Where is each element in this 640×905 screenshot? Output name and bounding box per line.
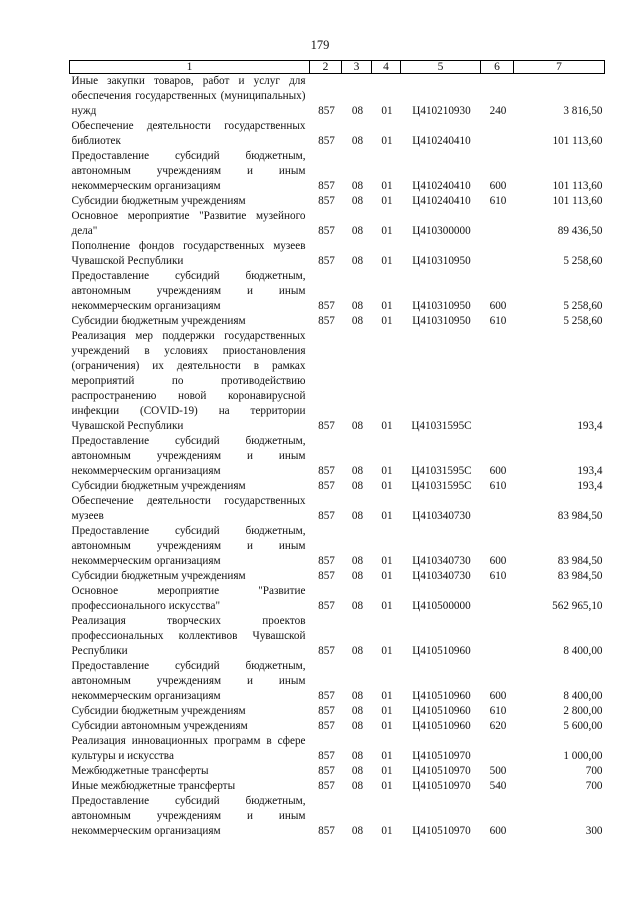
cell-section: 08 bbox=[351, 510, 364, 522]
header-col-4: 4 bbox=[372, 61, 401, 74]
cell-subsection: 01 bbox=[381, 510, 393, 522]
cell-code: 857 bbox=[318, 690, 335, 702]
cell-target-item: Ц410310950 bbox=[412, 300, 471, 312]
cell-section: 08 bbox=[351, 825, 364, 837]
cell-code: 857 bbox=[318, 255, 335, 267]
table-row bbox=[70, 434, 605, 479]
table-row bbox=[70, 494, 605, 524]
row-name: Субсидии бюджетным учреждениям bbox=[71, 315, 246, 327]
cell-subsection: 01 bbox=[381, 300, 393, 312]
cell-code: 857 bbox=[318, 420, 335, 432]
cell-code: 857 bbox=[318, 300, 335, 312]
table-row bbox=[70, 734, 605, 764]
row-name: Обеспечение деятельности государственных библиотек bbox=[71, 120, 306, 147]
cell-code: 857 bbox=[318, 555, 335, 567]
cell-expense-type bbox=[481, 734, 514, 764]
cell-code: 857 bbox=[318, 765, 335, 777]
cell-subsection: 01 bbox=[381, 720, 393, 732]
cell-amount: 2 800,00 bbox=[563, 705, 603, 717]
cell-target-item: Ц410240410 bbox=[412, 195, 471, 207]
cell-section: 08 bbox=[351, 645, 364, 657]
cell-subsection: 01 bbox=[381, 600, 393, 612]
table-row bbox=[70, 209, 605, 239]
cell-section: 08 bbox=[351, 555, 364, 567]
cell-subsection: 01 bbox=[381, 420, 393, 432]
cell-section: 08 bbox=[351, 480, 364, 492]
cell-target-item: Ц410310950 bbox=[412, 255, 471, 267]
cell-section: 08 bbox=[351, 315, 364, 327]
cell-amount: 562 965,10 bbox=[552, 600, 603, 612]
table-row bbox=[70, 779, 605, 794]
cell-amount: 193,4 bbox=[577, 480, 603, 492]
row-name: Субсидии бюджетным учреждениям bbox=[71, 570, 246, 582]
cell-target-item: Ц41031595С bbox=[411, 480, 472, 492]
cell-subsection: 01 bbox=[381, 135, 393, 147]
cell-code: 857 bbox=[318, 645, 335, 657]
row-name: Предоставление субсидий бюджетным, автономным учреждениям и иным некоммерческим организациям bbox=[71, 660, 306, 702]
cell-target-item: Ц410510960 bbox=[412, 645, 471, 657]
cell-subsection: 01 bbox=[381, 180, 393, 192]
row-name: Основное мероприятие "Развитие музейного дела" bbox=[71, 210, 306, 237]
row-name: Предоставление субсидий бюджетным, автономным учреждениям и иным некоммерческим организациям bbox=[71, 525, 306, 567]
row-name: Основное мероприятие "Развитие профессионального искусства" bbox=[71, 585, 306, 612]
row-name: Иные межбюджетные трансферты bbox=[71, 780, 236, 792]
cell-section: 08 bbox=[351, 420, 364, 432]
table-row bbox=[70, 794, 605, 839]
row-name: Реализация инновационных программ в сфере культуры и искусства bbox=[71, 735, 306, 762]
cell-code: 857 bbox=[318, 825, 335, 837]
row-name: Субсидии бюджетным учреждениям bbox=[71, 705, 246, 717]
cell-expense-type bbox=[481, 209, 514, 239]
cell-section: 08 bbox=[351, 570, 364, 582]
header-col-7: 7 bbox=[514, 61, 605, 74]
row-name: Предоставление субсидий бюджетным, автономным учреждениям и иным некоммерческим организациям bbox=[71, 270, 306, 312]
cell-expense-type bbox=[481, 494, 514, 524]
cell-expense-type: 620 bbox=[489, 720, 507, 732]
cell-amount: 3 816,50 bbox=[563, 105, 603, 117]
table-row bbox=[70, 569, 605, 584]
cell-amount: 300 bbox=[585, 825, 603, 837]
cell-target-item: Ц410310950 bbox=[412, 315, 471, 327]
cell-subsection: 01 bbox=[381, 465, 393, 477]
cell-expense-type: 610 bbox=[489, 315, 507, 327]
row-name: Субсидии бюджетным учреждениям bbox=[71, 480, 246, 492]
cell-subsection: 01 bbox=[381, 225, 393, 237]
cell-amount: 83 984,50 bbox=[557, 570, 603, 582]
cell-amount: 83 984,50 bbox=[557, 555, 603, 567]
cell-subsection: 01 bbox=[381, 750, 393, 762]
cell-amount: 101 113,60 bbox=[552, 195, 603, 207]
header-col-2: 2 bbox=[310, 61, 342, 74]
cell-subsection: 01 bbox=[381, 195, 393, 207]
cell-code: 857 bbox=[318, 570, 335, 582]
table-row bbox=[70, 329, 605, 434]
cell-target-item: Ц41031595С bbox=[411, 465, 472, 477]
cell-expense-type: 600 bbox=[489, 465, 507, 477]
cell-expense-type: 610 bbox=[489, 570, 507, 582]
cell-target-item: Ц410240410 bbox=[412, 180, 471, 192]
cell-subsection: 01 bbox=[381, 780, 393, 792]
cell-code: 857 bbox=[318, 180, 335, 192]
cell-target-item: Ц410340730 bbox=[412, 555, 471, 567]
table-header-row bbox=[70, 61, 605, 74]
cell-expense-type: 600 bbox=[489, 690, 507, 702]
cell-target-item: Ц410340730 bbox=[412, 510, 471, 522]
cell-target-item: Ц410500000 bbox=[412, 600, 471, 612]
cell-target-item: Ц410240410 bbox=[412, 135, 471, 147]
table-row bbox=[70, 239, 605, 269]
cell-expense-type: 500 bbox=[489, 765, 507, 777]
cell-section: 08 bbox=[351, 465, 364, 477]
cell-amount: 101 113,60 bbox=[552, 180, 603, 192]
cell-section: 08 bbox=[351, 690, 364, 702]
cell-code: 857 bbox=[318, 315, 335, 327]
cell-expense-type: 600 bbox=[489, 300, 507, 312]
cell-section: 08 bbox=[351, 300, 364, 312]
cell-section: 08 bbox=[351, 720, 364, 732]
row-name: Пополнение фондов государственных музеев Чувашской Республики bbox=[71, 240, 306, 267]
header-col-3: 3 bbox=[342, 61, 372, 74]
cell-subsection: 01 bbox=[381, 825, 393, 837]
cell-subsection: 01 bbox=[381, 645, 393, 657]
table-row bbox=[70, 584, 605, 614]
table-row bbox=[70, 269, 605, 314]
table-row bbox=[70, 149, 605, 194]
cell-target-item: Ц410510970 bbox=[412, 750, 471, 762]
cell-amount: 193,4 bbox=[577, 465, 603, 477]
cell-target-item: Ц410340730 bbox=[412, 570, 471, 582]
cell-section: 08 bbox=[351, 255, 364, 267]
row-name: Субсидии бюджетным учреждениям bbox=[71, 195, 246, 207]
cell-code: 857 bbox=[318, 480, 335, 492]
cell-section: 08 bbox=[351, 180, 364, 192]
cell-subsection: 01 bbox=[381, 315, 393, 327]
cell-expense-type bbox=[481, 584, 514, 614]
row-name: Межбюджетные трансферты bbox=[71, 765, 209, 777]
cell-amount: 700 bbox=[585, 765, 603, 777]
cell-expense-type: 600 bbox=[489, 555, 507, 567]
cell-subsection: 01 bbox=[381, 765, 393, 777]
cell-amount: 700 bbox=[585, 780, 603, 792]
cell-amount: 1 000,00 bbox=[563, 750, 603, 762]
cell-amount: 101 113,60 bbox=[552, 135, 603, 147]
table-row bbox=[70, 119, 605, 149]
cell-target-item: Ц410510970 bbox=[412, 825, 471, 837]
row-name: Иные закупки товаров, работ и услуг для обеспечения государственных (муниципальных) нужд bbox=[71, 75, 306, 117]
cell-amount: 8 400,00 bbox=[563, 690, 603, 702]
cell-target-item: Ц410210930 bbox=[412, 105, 471, 117]
cell-target-item: Ц410510960 bbox=[412, 690, 471, 702]
header-col-5: 5 bbox=[401, 61, 481, 74]
table-row bbox=[70, 614, 605, 659]
table-row bbox=[70, 194, 605, 209]
row-name: Предоставление субсидий бюджетным, автономным учреждениям и иным некоммерческим организациям bbox=[71, 150, 306, 192]
cell-amount: 8 400,00 bbox=[563, 645, 603, 657]
cell-code: 857 bbox=[318, 465, 335, 477]
cell-expense-type: 240 bbox=[489, 105, 507, 117]
cell-code: 857 bbox=[318, 225, 335, 237]
cell-code: 857 bbox=[318, 510, 335, 522]
cell-expense-type bbox=[481, 239, 514, 269]
cell-subsection: 01 bbox=[381, 705, 393, 717]
cell-expense-type bbox=[481, 329, 514, 434]
cell-expense-type bbox=[481, 614, 514, 659]
cell-section: 08 bbox=[351, 780, 364, 792]
cell-expense-type: 540 bbox=[489, 780, 507, 792]
cell-code: 857 bbox=[318, 780, 335, 792]
cell-amount: 5 258,60 bbox=[563, 255, 603, 267]
cell-code: 857 bbox=[318, 720, 335, 732]
cell-section: 08 bbox=[351, 105, 364, 117]
cell-expense-type: 610 bbox=[489, 195, 507, 207]
table-row bbox=[70, 659, 605, 704]
cell-code: 857 bbox=[318, 600, 335, 612]
table-body bbox=[70, 74, 605, 840]
cell-target-item: Ц410300000 bbox=[412, 225, 471, 237]
cell-amount: 5 258,60 bbox=[563, 315, 603, 327]
cell-section: 08 bbox=[351, 135, 364, 147]
budget-table bbox=[69, 60, 605, 839]
cell-amount: 193,4 bbox=[577, 420, 603, 432]
cell-amount: 89 436,50 bbox=[557, 225, 603, 237]
cell-amount: 5 258,60 bbox=[563, 300, 603, 312]
cell-amount: 83 984,50 bbox=[557, 510, 603, 522]
table-row bbox=[70, 479, 605, 494]
cell-section: 08 bbox=[351, 600, 364, 612]
table-row bbox=[70, 719, 605, 734]
row-name: Реализация творческих проектов профессиональных коллективов Чувашской Республики bbox=[71, 615, 306, 657]
cell-subsection: 01 bbox=[381, 480, 393, 492]
cell-amount: 5 600,00 bbox=[563, 720, 603, 732]
page-number: 179 bbox=[310, 38, 330, 52]
cell-section: 08 bbox=[351, 765, 364, 777]
table-row bbox=[70, 314, 605, 329]
cell-section: 08 bbox=[351, 195, 364, 207]
cell-expense-type: 600 bbox=[489, 825, 507, 837]
cell-subsection: 01 bbox=[381, 105, 393, 117]
cell-expense-type: 610 bbox=[489, 480, 507, 492]
table-row bbox=[70, 524, 605, 569]
row-name: Реализация мер поддержки государственных учреждений в условиях приостановления (ограничения) их деятельности в рамках мероприятий по противодействию распространению новой коронавирусной инфекции (COVID-19) на территории Чувашской Республики bbox=[71, 330, 306, 432]
header-col-1: 1 bbox=[70, 61, 310, 74]
table-row bbox=[70, 74, 605, 120]
cell-target-item: Ц410510960 bbox=[412, 705, 471, 717]
cell-code: 857 bbox=[318, 105, 335, 117]
cell-target-item: Ц410510960 bbox=[412, 720, 471, 732]
table-row bbox=[70, 764, 605, 779]
row-name: Субсидии автономным учреждениям bbox=[71, 720, 248, 732]
cell-target-item: Ц41031595С bbox=[411, 420, 472, 432]
cell-expense-type: 610 bbox=[489, 705, 507, 717]
cell-code: 857 bbox=[318, 195, 335, 207]
cell-subsection: 01 bbox=[381, 555, 393, 567]
row-name: Предоставление субсидий бюджетным, автономным учреждениям и иным некоммерческим организациям bbox=[71, 435, 306, 477]
table-row bbox=[70, 704, 605, 719]
cell-target-item: Ц410510970 bbox=[412, 780, 471, 792]
cell-expense-type bbox=[481, 119, 514, 149]
cell-code: 857 bbox=[318, 750, 335, 762]
cell-code: 857 bbox=[318, 705, 335, 717]
cell-section: 08 bbox=[351, 705, 364, 717]
cell-subsection: 01 bbox=[381, 255, 393, 267]
cell-target-item: Ц410510970 bbox=[412, 765, 471, 777]
cell-expense-type: 600 bbox=[489, 180, 507, 192]
row-name: Предоставление субсидий бюджетным, автономным учреждениям и иным некоммерческим организациям bbox=[71, 795, 306, 837]
cell-section: 08 bbox=[351, 750, 364, 762]
cell-subsection: 01 bbox=[381, 570, 393, 582]
cell-subsection: 01 bbox=[381, 690, 393, 702]
row-name: Обеспечение деятельности государственных музеев bbox=[71, 495, 306, 522]
header-col-6: 6 bbox=[481, 61, 514, 74]
cell-code: 857 bbox=[318, 135, 335, 147]
cell-section: 08 bbox=[351, 225, 364, 237]
